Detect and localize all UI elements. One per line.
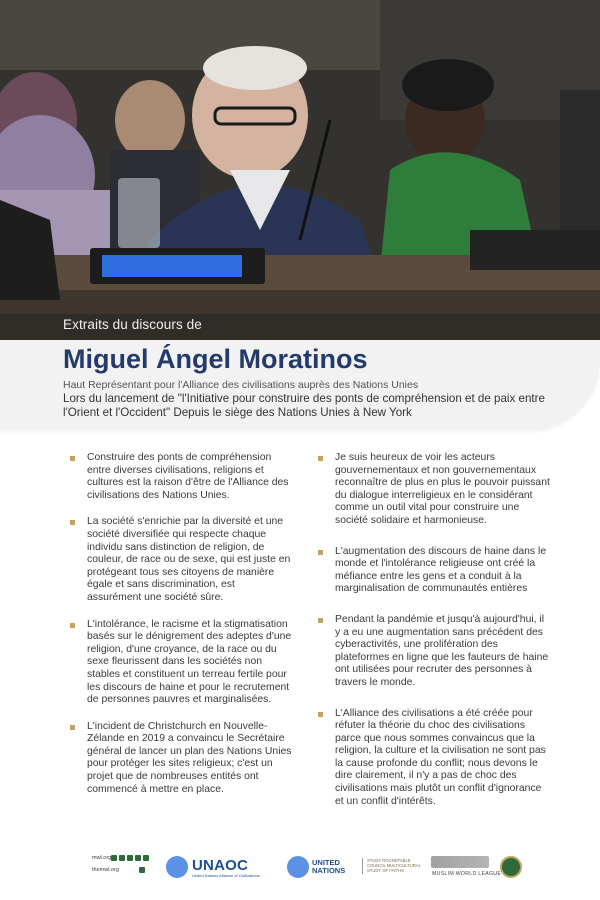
square-bullet-icon [70, 725, 75, 730]
list-item-text: Je suis heureux de voir les acteurs gouvernementaux et non gouvernementaux reconnaître de plus en plus le pouvoir puissant du dialogue interreligieux en le considérant comme un outil vital pour construire une société solidaire et harmonieuse. [335, 452, 550, 526]
left-column [70, 452, 292, 810]
list-item-text: La société s'enrichie par la diversité et une société diversifiée qui respecte chaque individu sans distinction de religion, de couleur, de race ou de sexe, qui est juste en protégeant tous ses citoyens de manière égale et sans discrimination, est assurément une société sûre. [87, 516, 291, 603]
list-item [70, 721, 292, 797]
un-logo-text [312, 859, 345, 875]
un-emblem-icon [166, 856, 188, 878]
social-icon[interactable] [119, 855, 125, 861]
caption-text: Extraits du discours de [63, 317, 202, 332]
list-item [70, 619, 292, 707]
list-item [318, 452, 550, 528]
list-item-text: L'Alliance des civilisations a été créée pour réfuter la théorie du choc des civilisations parce que nous sommes convaincus que la religion, la culture et la civilisation ne sont pas la cause profonde du conflit; nous devons le dire clairement, il n'y a pas de choc des civilisations mais plutôt un conflit d'ignorance et un conflit d'intérêts. [335, 707, 546, 807]
social-icon[interactable] [111, 855, 117, 861]
mwl-website-text[interactable]: mwl.org [92, 855, 112, 861]
list-item-text: Construire des ponts de compréhension entre diverses civilisations, religions et cultures est la raison d'être de l'Alliance des civilisations des Nations Unies. [87, 452, 289, 501]
list-item-text: L'augmentation des discours de haine dans le monde et l'intolérance religieuse ont créé la méfiance entre les gens et a conduit à la marginalisation de communautés entières [335, 545, 547, 595]
list-item [70, 516, 292, 604]
list-item [318, 614, 550, 690]
speech-context: Lors du lancement de "l'Initiative pour construire des ponts de compréhension et de paix entre l'Orient et l'Occident" Depuis le siège des Nations Unies à New York [63, 392, 545, 419]
list-item-text: Pendant la pandémie et jusqu'à aujourd'hui, il y a eu une augmentation sans précédent des cyberactivités, une prolifération des plateformes en ligne que les fauteurs de haine ont utilisées pour recruter des personnes à travers le monde. [335, 613, 549, 688]
square-bullet-icon [318, 618, 323, 623]
un-emblem-icon [287, 856, 309, 878]
list-item [318, 546, 550, 596]
social-icon[interactable] [143, 855, 149, 861]
square-bullet-icon [70, 623, 75, 628]
list-item [318, 708, 550, 809]
square-bullet-icon [318, 456, 323, 461]
unaoc-subtitle: United Nations Alliance of Civilizations [192, 873, 260, 878]
list-item-text: L'intolérance, le racisme et la stigmatisation basés sur le dénigrement des adeptes d'une religion, d'une croyance, de la race ou du sexe fleurissent dans les sociétés non stables et constituent un terreau fertile pour les discours de haine et pour le recrutement de personnes pauvres et marginalisées. [87, 618, 292, 706]
social-icons [111, 855, 149, 861]
square-bullet-icon [70, 520, 75, 525]
un-logo-line2: NATIONS [312, 866, 346, 875]
square-bullet-icon [318, 550, 323, 555]
mwl-emblem-icon [500, 856, 522, 878]
mwl-arabic-logo [431, 856, 489, 868]
mwl-website-text-2[interactable]: themwl.org [92, 867, 119, 873]
photo-illustration [0, 0, 600, 340]
square-bullet-icon [70, 456, 75, 461]
list-item-text: L'incident de Christchurch en Nouvelle-Zélande en 2019 a convaincu le Secrétaire général de lancer un plan des Nations Unies pour protéger les sites religieux; c'est un projet que de nombreuses entités ont commencé à mettre en place. [87, 720, 292, 795]
speaker-name: Miguel Ángel Moratinos [63, 344, 368, 374]
speaker-role: Haut Représentant pour l'Alliance des civilisations auprès des Nations Unies [63, 379, 419, 391]
mscc-logo-text: STUDY ROUNDTABLE COUNCIL MULTICULTURAL STUDY OF FAITHS [362, 858, 423, 874]
right-column [318, 452, 550, 826]
unaoc-logo: UNAOC [192, 857, 248, 874]
un-logo-line1: UNITED [312, 858, 340, 867]
square-bullet-icon [318, 712, 323, 717]
list-item [70, 452, 292, 502]
social-icon[interactable] [139, 867, 145, 873]
hero-photo [0, 0, 600, 340]
social-icon[interactable] [127, 855, 133, 861]
mwl-logo-text: MUSLIM WORLD LEAGUE [432, 871, 502, 877]
social-icon[interactable] [135, 855, 141, 861]
